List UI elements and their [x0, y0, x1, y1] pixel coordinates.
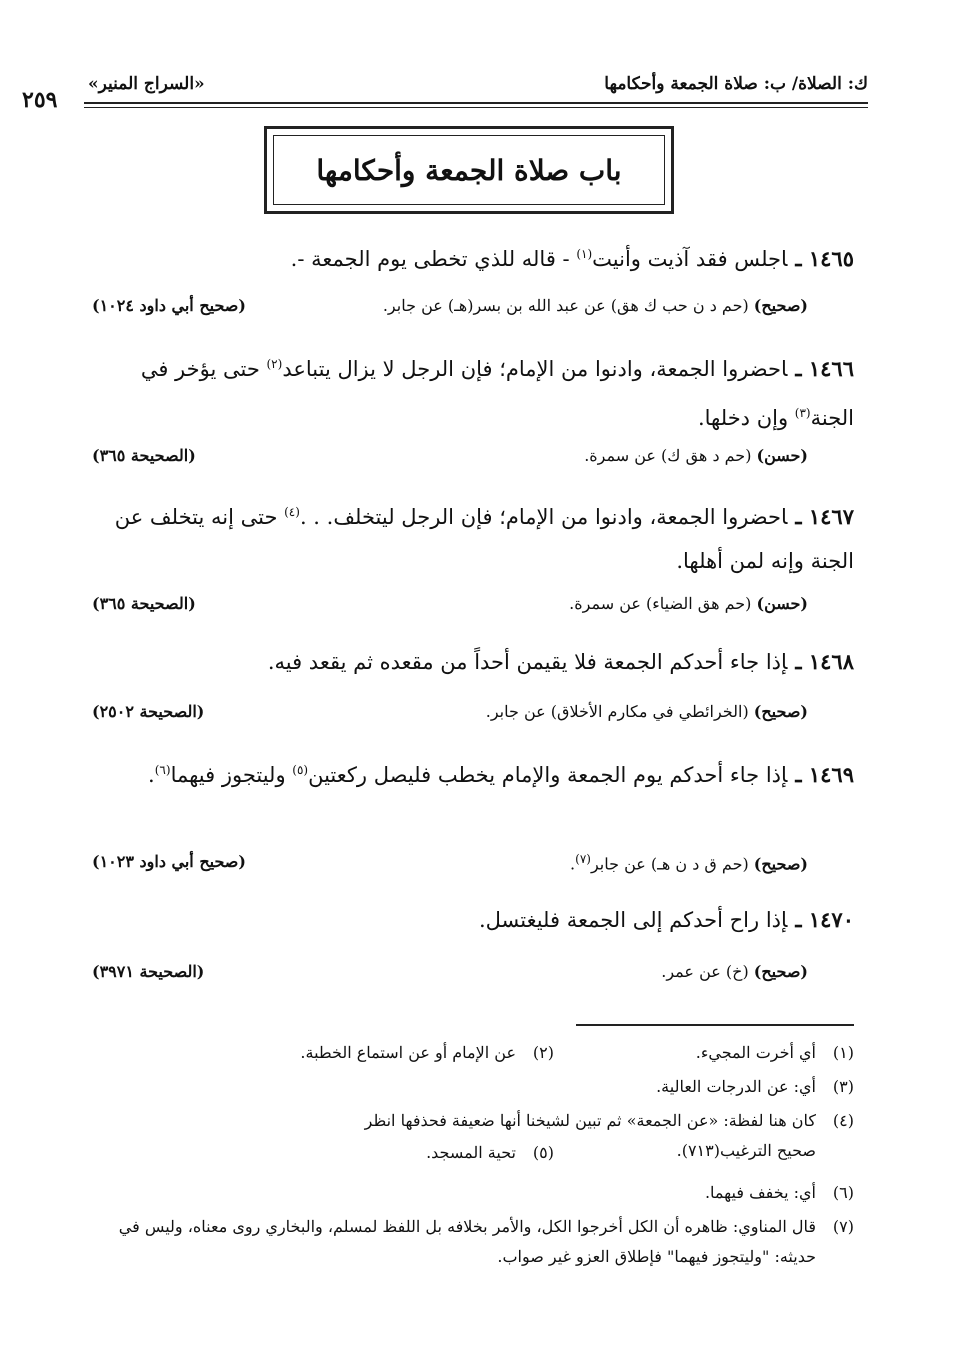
source-citation: (صحيح أبي داود ١٠٢٣): [92, 852, 246, 871]
footnote-number: (٣): [832, 1077, 854, 1096]
footnote-3: [84, 1072, 854, 1102]
hadith-text: إذا جاء أحدكم يوم الجمعة والإمام يخطب فليصل ركعتين: [308, 763, 788, 787]
header-rule-thin: [84, 107, 868, 108]
grade: (صحيح): [753, 962, 808, 981]
hadith-number: ١٤٦٩ ـ: [795, 762, 854, 787]
reference-text: (خ) عن عمر.: [661, 962, 754, 981]
footnote-4: [84, 1106, 854, 1166]
footnote-number: (٦): [832, 1183, 854, 1202]
hadith-text: وليتجوز فيهما: [170, 763, 293, 787]
grade: (حسن): [756, 594, 808, 613]
hadith-text: احضروا الجمعة، وادنوا من الإمام؛ فإن الرجل لا يزال يتباعد: [282, 357, 788, 381]
footnote-text: أي: يخفف فيهما.: [704, 1183, 816, 1202]
hadith-text: - قاله للذي تخطى يوم الجمعة -.: [290, 247, 577, 271]
hadith-text: اجلس فقد آذيت وأنيت: [592, 247, 788, 271]
hadith-number: ١٤٦٨ ـ: [795, 649, 854, 674]
header-rule: [84, 102, 868, 104]
footnote-marker: (٧): [575, 852, 591, 866]
grade: (صحيح): [753, 296, 808, 315]
hadith-1468: [92, 640, 854, 684]
reference-text: (حم ق د ن هـ) عن جابر: [590, 854, 754, 874]
hadith-text: حتى إنه يتخلف عن الجنة وإنه لمن أهلها.: [114, 505, 854, 573]
hadith-1469: [92, 748, 854, 797]
footnote-marker: (١): [576, 247, 593, 261]
footnote-5: [426, 1138, 554, 1168]
source-citation: (الصحيحة ٣٦٥): [92, 446, 196, 465]
grade: (حسن): [756, 446, 808, 465]
reference-text: (حم هق الضياء) عن سمرة.: [569, 594, 757, 613]
hadith-1469-reference: [92, 852, 808, 880]
footnote-marker: (٦): [154, 763, 171, 777]
hadith-1467-reference: [92, 594, 808, 622]
footnote-text: تحية المسجد.: [426, 1143, 516, 1162]
hadith-1466: [92, 342, 854, 440]
footnote-marker: (٤): [284, 505, 300, 519]
footnote-text: أي أخرت المجيء.: [695, 1043, 816, 1062]
footnote-marker: (٣): [794, 406, 811, 420]
hadith-1465-reference: [92, 296, 808, 324]
hadith-text: إذا راح أحدكم إلى الجمعة فليغتسل.: [478, 908, 788, 932]
footnote-text: أي: عن الدرجات العالية.: [656, 1077, 816, 1096]
hadith-1468-reference: [92, 702, 808, 730]
footnote-rule: [576, 1024, 854, 1026]
hadith-number: ١٤٦٧ ـ: [795, 504, 854, 529]
grade: (صحيح): [753, 702, 808, 721]
hadith-number: ١٤٦٥ ـ: [795, 246, 854, 271]
source-citation: (الصحيحة ٣٩٧١): [92, 962, 205, 981]
source-citation: (الصحيحة ٢٥٠٢): [92, 702, 205, 721]
chapter-title-box: [264, 126, 674, 214]
footnote-text: عن الإمام أو عن استماع الخطبة.: [300, 1043, 516, 1062]
hadith-text: احضروا الجمعة، وادنوا من الإمام؛ فإن الرجل ليتخلف. . .: [299, 505, 788, 529]
hadith-text: حتى يؤخر في الجنة: [140, 357, 854, 430]
footnote-number: (١): [832, 1043, 854, 1062]
footnote-7-row: [84, 1212, 854, 1272]
reference-text: (الخرائطي في مكارم الأخلاق) عن جابر.: [485, 702, 754, 721]
footnote-line-1-2: [84, 1038, 854, 1068]
running-header-book: «السراج المنير»: [88, 74, 205, 94]
running-header-chapter: ك: الصلاة/ ب: صلاة الجمعة وأحكامها: [604, 74, 868, 94]
footnote-6: [84, 1178, 854, 1208]
footnote-number: (٢): [532, 1043, 554, 1062]
footnote-7: [84, 1212, 854, 1272]
grade: (صحيح): [753, 854, 808, 874]
chapter-title-frame: [273, 135, 665, 205]
footnote-2: [300, 1038, 554, 1068]
chapter-title: باب صلاة الجمعة وأحكامها: [316, 153, 622, 187]
reference-text: (حم د ن حب ك هق) عن عبد الله بن بسر(هـ) عن جابر.: [382, 296, 754, 315]
footnote-text: كان هنا لفظة: «عن الجمعة» ثم تبين لشيخنا أنها ضعيفة فحذفها انظر صحيح الترغيب(٧١٣).: [364, 1111, 816, 1160]
source-citation: (الصحيحة ٣٦٥): [92, 594, 196, 613]
reference-text: .: [570, 854, 576, 874]
footnote-number: (٤): [832, 1111, 854, 1130]
hadith-number: ١٤٧٠ ـ: [795, 907, 854, 932]
hadith-1467: [92, 490, 854, 583]
hadith-1466-reference: [92, 446, 808, 474]
footnote-marker: (٢): [266, 357, 283, 371]
hadith-text: .: [148, 763, 155, 787]
hadith-number: ١٤٦٦ ـ: [795, 356, 854, 381]
footnote-marker: (٥): [292, 763, 309, 777]
hadith-text: إذا جاء أحدكم الجمعة فلا يقيمن أحداً من مقعده ثم يقعد فيه.: [267, 650, 788, 674]
footnote-text: قال المناوي: ظاهره أن الكل أخرجوا الكل، والأمر بخلافه بل اللفظ لمسلم، والبخاري روى معناه، وليس في حديثه: "وليتجوز فيهما" فإطلاق العزو غير صواب.: [118, 1217, 816, 1266]
footnote-number: (٧): [832, 1217, 854, 1236]
hadith-1470: [92, 898, 854, 942]
source-citation: (صحيح أبي داود ١٠٢٤): [92, 296, 246, 315]
hadith-1470-reference: [92, 962, 808, 990]
footnote-number: (٥): [532, 1143, 554, 1162]
hadith-1465: [92, 232, 854, 281]
hadith-text: وإن دخلها.: [697, 406, 795, 430]
reference-text: (حم د هق ك) عن سمرة.: [584, 446, 757, 465]
page-number: ٢٥٩: [22, 87, 58, 113]
